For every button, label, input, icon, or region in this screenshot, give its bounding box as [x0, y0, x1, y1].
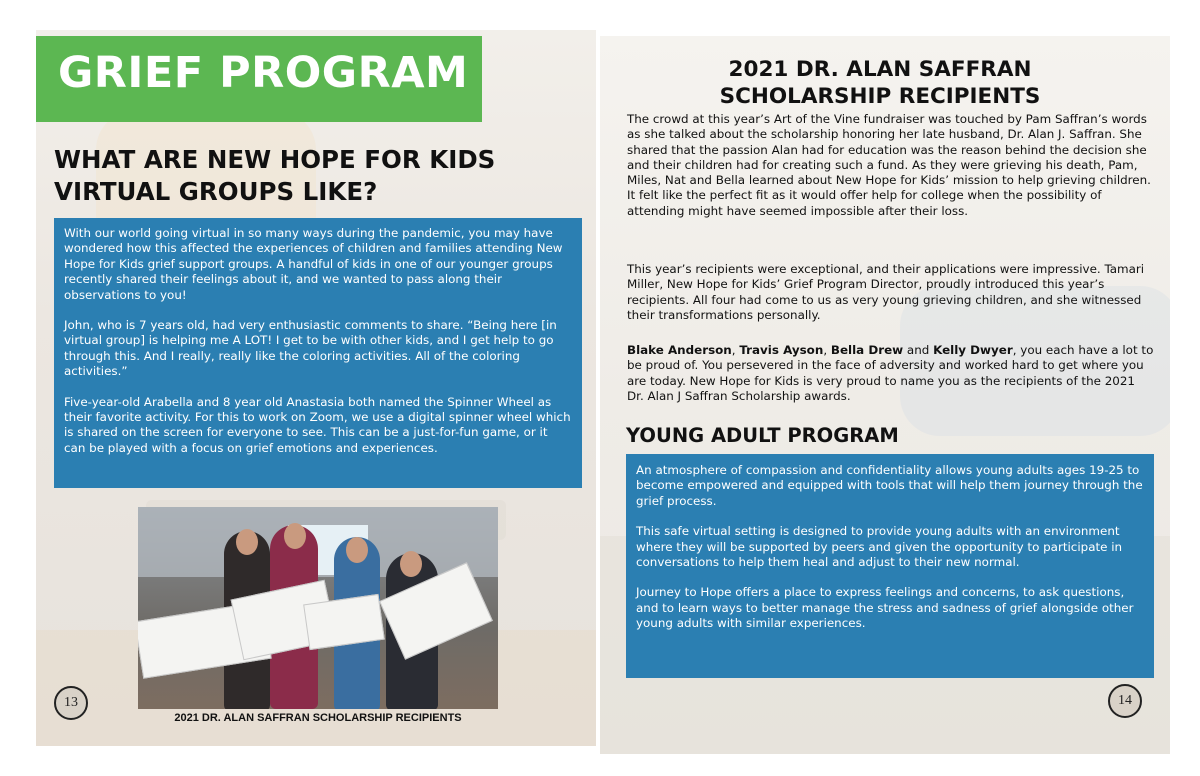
paragraph: An atmosphere of compassion and confidentiality allows young adults ages 19-25 to become empowered and equipped with tools that will help them journey through the grief process. [636, 463, 1143, 508]
page-number: 13 [54, 686, 88, 720]
separator: , [823, 343, 831, 357]
paragraph: This year’s recipients were exceptional, and their applications were impressive. Tamari Miller, New Hope for Kids’ Grief Program Director, proudly introduced this year’s recipients. All four had come to us as very young grieving children, and she witnessed their transformations personally. [627, 262, 1145, 322]
photo-head [236, 529, 258, 555]
young-adult-text-box [626, 454, 1154, 678]
section-banner [36, 36, 482, 122]
separator: , [731, 343, 740, 357]
banner-title: GRIEF PROGRAM [58, 48, 469, 98]
scholarship-title: 2021 DR. ALAN SAFFRAN SCHOLARSHIP RECIPIENTS [719, 57, 1041, 109]
recipient-name: Travis Ayson [739, 343, 824, 357]
recipient-name: Bella Drew [830, 343, 904, 357]
article-heading: WHAT ARE NEW HOPE FOR KIDS VIRTUAL GROUPS LIKE? [54, 145, 496, 206]
page-number: 14 [1108, 684, 1142, 718]
paragraph: This safe virtual setting is designed to provide young adults with an environment where they will be supported by peers and given the opportunity to participate in conversations to help them heal and adjust to their new normal. [636, 524, 1123, 570]
photo-head [346, 537, 368, 563]
paragraph: The crowd at this year’s Art of the Vine fundraiser was touched by Pam Saffran’s words as she talked about the scholarship honoring her late husband, Dr. Alan J. Saffran. She shared that the passion Alan had for education was the reason behind the decision she and their children had for creating such a fund. As they were grieving his death, Pam, Miles, Nat and Bella learned about New Hope for Kids’ mission to help grieving children. It felt like the perfect fit as it would offer help for college when the possibility of attending might have seemed impossible after their loss. [627, 112, 1151, 218]
photo-head [284, 523, 306, 549]
virtual-groups-text-box [54, 218, 582, 488]
paragraph: With our world going virtual in so many ways during the pandemic, you may have wondered how this affected the experiences of children and families attending New Hope for Kids grief support groups. A handful of kids in one of our younger groups recently shared their feelings about it, and we wanted to pass along their observations to you! [64, 226, 563, 302]
scholarship-recipients-photo [138, 507, 498, 709]
paragraph: Journey to Hope offers a place to express feelings and concerns, to ask questions, and to learn ways to better manage the stress and sadness of grief alongside other young adults with similar experiences. [636, 585, 1134, 631]
recipients-paragraph [627, 343, 1155, 404]
photo-head [400, 551, 422, 577]
left-page [36, 30, 596, 746]
paragraph: Five-year-old Arabella and 8 year old Anastasia both named the Spinner Wheel as their favorite activity. For this to work on Zoom, we use a digital spinner wheel which is shared on the screen for everyone to see. This can be a just-for-fun game, or it can be played with a focus on grief emotions and experiences. [64, 394, 571, 455]
separator: and [903, 343, 934, 357]
photo-caption: 2021 DR. ALAN SAFFRAN SCHOLARSHIP RECIPIENTS [174, 712, 462, 724]
recipient-name: Kelly Dwyer [933, 343, 1013, 357]
section-heading: YOUNG ADULT PROGRAM [626, 424, 899, 447]
recipient-name: Blake Anderson [627, 343, 732, 357]
paragraph: John, who is 7 years old, had very enthusiastic comments to share. “Being here [in virtual group] is helping me A LOT! I get to be with other kids, and I get help to go through this. And I really, really like the coloring activities. All of the coloring activities.” [64, 318, 557, 379]
right-page [600, 36, 1170, 754]
paragraph-rest: , you each have a lot to be proud of. You persevered in the face of adversity and worked hard to get where you are today. New Hope for Kids is very proud to name you as the recipients of the 2021 Dr. Alan J Saffran Scholarship awards. [627, 343, 1154, 403]
